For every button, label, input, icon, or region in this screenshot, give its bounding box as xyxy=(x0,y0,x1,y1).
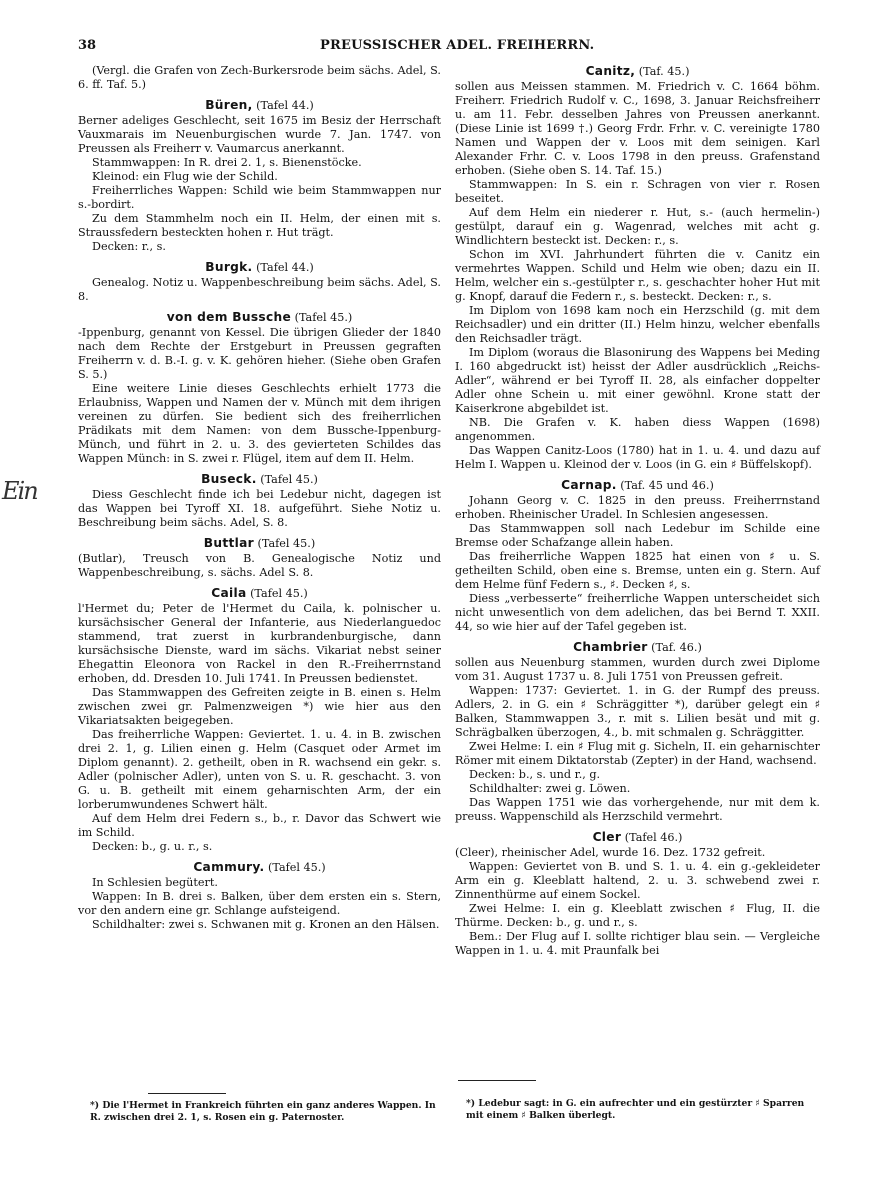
paragraph: Im Diplom von 1698 kam noch ein Herzschild (g. mit dem Reichsadler) und ein dritter (II.) Helm hinzu, welcher ebenfalls den Reichsadler trägt. xyxy=(455,304,820,345)
running-header: PREUSSISCHER ADEL. FREIHERRN. xyxy=(320,38,595,53)
entry-name: Buseck. xyxy=(201,472,257,486)
paragraph: Im Diplom (woraus die Blasonirung des Wappens bei Meding I. 160 abgedruckt ist) heisst der Adler ausdrücklich „Reichs-Adler“, während er bei Tyroff II. 28, als einfacher doppelter Adler ohne Schein u. mit einer gewöhnl. Krone statt der Kaiserkrone abgebildet ist. xyxy=(455,346,820,415)
paragraph: Das Wappen 1751 wie das vorhergehende, nur mit dem k. preuss. Wappenschild als Herzschild vermehrt. xyxy=(455,796,820,823)
plate-ref: (Tafel 45.) xyxy=(250,587,308,600)
paragraph: Auf dem Helm ein niederer r. Hut, s.- (auch hermelin-) gestülpt, darauf ein g. Wagenrad, welches mit acht g. Windlichtern besteckt ist. Decken: r., s. xyxy=(455,206,820,247)
footnote-right: *) Ledebur sagt: in G. ein aufrechter und ein gestürzter ♯ Sparren mit einem ♯ Balken überlegt. xyxy=(466,1098,805,1121)
entry-name: Buttlar xyxy=(203,536,254,550)
paragraph: In Schlesien begütert. xyxy=(92,876,218,889)
paragraph: l'Hermet du; Peter de l'Hermet du Caila, k. polnischer u. kursächsischer General der Infanterie, aus Niederlanguedoc stammend, trat zuerst in kurbrandenburgische, dann kursächsische Dienste, ward im sächs. Vikariat nebst seiner Ehegattin Eleonora von Rackel in den R.-Freiherrnstand erhoben, dd. Dresden 10. Juli 1741. In Preussen bedienstet. xyxy=(78,602,441,685)
paragraph: Diess Geschlecht finde ich bei Ledebur nicht, dagegen ist das Wappen bei Tyroff XI. 18. aufgeführt. Siehe Notiz u. Beschreibung beim sächs. Adel, S. 8. xyxy=(78,488,441,529)
entry-heading-buttlar xyxy=(78,536,441,551)
paragraph: Zu dem Stammhelm noch ein II. Helm, der einen mit s. Straussfedern besteckten hohen r. Hut trägt. xyxy=(78,212,441,239)
plate-ref: (Tafel 45.) xyxy=(257,537,316,550)
paragraph: sollen aus Neuenburg stammen, wurden durch zwei Diplome vom 31. August 1737 u. 8. Juli 1751 von Preussen gefreit. xyxy=(455,656,820,683)
paragraph: Das Stammwappen des Gefreiten zeigte in B. einen s. Helm zwischen zwei gr. Palmenzweigen *) wie hier aus den Vikariatsakten beigegeben. xyxy=(78,686,441,727)
paragraph: sollen aus Meissen stammen. M. Friedrich v. C. 1664 böhm. Freiherr. Friedrich Rudolf v. C., 1698, 3. Januar Reichsfreiherr u. am 11. Febr. desselben Jahres von Preussen anerkannt. (Diese Linie ist 1699 †.) Georg Frdr. Frhr. v. C. vereinigte 1780 Namen und Wappen der v. Loos mit dem seinigen. Karl Alexander Frhr. C. v. Loos 1798 in den preuss. Grafenstand erhoben. (Siehe oben S. 14. Taf. 15.) xyxy=(455,80,820,177)
plate-ref: (Taf. 45 und 46.) xyxy=(620,479,714,492)
entry-heading-caila xyxy=(78,586,441,601)
margin-handwriting: Ein xyxy=(2,477,37,505)
paragraph: Freiherrliches Wappen: Schild wie beim Stammwappen nur s.-bordirt. xyxy=(78,184,441,211)
plate-ref: (Tafel 44.) xyxy=(256,99,314,112)
paragraph: (Cleer), rheinischer Adel, wurde 16. Dez. 1732 gefreit. xyxy=(455,846,766,859)
footnote-rule xyxy=(148,1093,226,1094)
plate-ref: (Taf. 46.) xyxy=(651,641,702,654)
paragraph: Schildhalter: zwei g. Löwen. xyxy=(469,782,631,795)
page-number: 38 xyxy=(78,38,97,53)
paragraph: Stammwappen: In R. drei 2. 1, s. Bienenstöcke. xyxy=(92,156,362,169)
paragraph: Bem.: Der Flug auf I. sollte richtiger blau sein. — Vergleiche Wappen in 1. u. 4. mit Praunfalk bei xyxy=(455,930,820,957)
plate-ref: (Tafel 45.) xyxy=(294,311,353,324)
paragraph: Wappen: 1737: Geviertet. 1. in G. der Rumpf des preuss. Adlers, 2. in G. ein ♯ Schräggitter *), darüber gelegt ein ♯ Balken, Stammwappen 3., r. mit s. Lilien besät und mit g. Schrägbalken überzogen, 4., b. mit schmalen g. Schräggitter. xyxy=(455,684,820,739)
right-column xyxy=(455,64,820,958)
plate-ref: (Tafel 45.) xyxy=(267,861,326,874)
paragraph: Berner adeliges Geschlecht, seit 1675 im Besiz der Herrschaft Vauxmarais im Neuenburgischen wurde 7. Jan. 1747. von Preussen als Freiherr v. Vaumarcus anerkannt. xyxy=(78,114,441,155)
paragraph: Decken: r., s. xyxy=(92,240,166,253)
paragraph: Eine weitere Linie dieses Geschlechts erhielt 1773 die Erlaubniss, Wappen und Namen der v. Münch mit dem ihrigen vereinen zu dürfen. Sie bedient sich des freiherrlichen Prädikats mit dem Namen: von dem Bussche-Ippenburg-Münch, und führt in 2. u. 3. des gevierteten Schildes das Wappen Münch: in S. zwei r. Flügel, item auf dem II. Helm. xyxy=(78,382,441,465)
entry-heading-bussche xyxy=(78,310,441,325)
entry-heading-bueren xyxy=(78,98,441,113)
paragraph: Decken: b., s. und r., g. xyxy=(469,768,601,781)
paragraph: Schildhalter: zwei s. Schwanen mit g. Kronen an den Hälsen. xyxy=(92,918,440,931)
plate-ref: (Taf. 45.) xyxy=(638,65,690,78)
paragraph: (Butlar), Treusch von B. Genealogische Notiz und Wappenbeschreibung, s. sächs. Adel S. 8. xyxy=(78,552,441,579)
entry-heading-buseck xyxy=(78,472,441,487)
entry-heading-carnap xyxy=(455,478,820,493)
paragraph: Wappen: Geviertet von B. und S. 1. u. 4. ein g.-gekleideter Arm ein g. Kleeblatt haltend, 2. u. 3. schwebend zwei r. Zinnenthürme auf einem Sockel. xyxy=(455,860,820,901)
paragraph: Das Stammwappen soll nach Ledebur im Schilde eine Bremse oder Schafzange allein haben. xyxy=(455,522,820,549)
paragraph: Das freiherrliche Wappen: Geviertet. 1. u. 4. in B. zwischen drei 2. 1, g. Lilien einen g. Helm (Casquet oder Armet im Diplom genannt). 2. getheilt, oben in R. wachsend ein gekr. s. Adler (polnischer Adler), unten von S. u. R. geschacht. 3. von G. u. B. getheilt mit einem geharnischten Arm, der ein lorberumwundenes Schwert hält. xyxy=(78,728,441,811)
paragraph: Decken: b., g. u. r., s. xyxy=(92,840,213,853)
footnote-left: *) Die l'Hermet in Frankreich führten ein ganz anderes Wappen. In R. zwischen drei 2. 1, s. Rosen ein g. Paternoster. xyxy=(90,1100,436,1123)
paragraph: Diess „verbesserte“ freiherrliche Wappen unterscheidet sich nicht unwesentlich von dem adelichen, das bei Bernd T. XXII. 44, so wie hier auf der Tafel gegeben ist. xyxy=(455,592,820,633)
paragraph: NB. Die Grafen v. K. haben diess Wappen (1698) angenommen. xyxy=(455,416,820,443)
plate-ref: (Tafel 46.) xyxy=(624,831,683,844)
entry-name: Burgk. xyxy=(205,260,253,274)
paragraph: Zwei Helme: I. ein ♯ Flug mit g. Sicheln, II. ein geharnischter Römer mit einem Diktatorstab (Zepter) in der Hand, wachsend. xyxy=(455,740,820,767)
paragraph: Schon im XVI. Jahrhundert führten die v. Canitz ein vermehrtes Wappen. Schild und Helm wie oben; dazu ein II. Helm, welcher ein s.-gestülpter r., s. geschachter hoher Hut mit g. Knopf, darauf die Federn r., s. besteckt. Decken: r., s. xyxy=(455,248,820,303)
entry-name: von dem Bussche xyxy=(166,310,292,324)
paragraph: (Vergl. die Grafen von Zech-Burkersrode beim sächs. Adel, S. 6. ff. Taf. 5.) xyxy=(78,64,441,91)
entry-name: Canitz, xyxy=(585,64,636,78)
entry-heading-burgk xyxy=(78,260,441,275)
footnote-rule xyxy=(458,1080,536,1081)
plate-ref: (Tafel 45.) xyxy=(260,473,318,486)
paragraph: Das Wappen Canitz-Loos (1780) hat in 1. u. 4. und dazu auf Helm I. Wappen u. Kleinod der v. Loos (in G. ein ♯ Büffelskopf). xyxy=(455,444,820,471)
entry-heading-canitz xyxy=(455,64,820,79)
entry-name: Cammury. xyxy=(193,860,265,874)
paragraph: Stammwappen: In S. ein r. Schragen von vier r. Rosen beseitet. xyxy=(455,178,820,205)
entry-name: Cler xyxy=(592,830,622,844)
entry-heading-cler xyxy=(455,830,820,845)
paragraph: Auf dem Helm drei Federn s., b., r. Davor das Schwert wie im Schild. xyxy=(78,812,441,839)
paragraph: Johann Georg v. C. 1825 in den preuss. Freiherrnstand erhoben. Rheinischer Uradel. In Schlesien angesessen. xyxy=(455,494,820,521)
entry-name: Chambrier xyxy=(573,640,648,654)
entry-heading-cammury xyxy=(78,860,441,875)
paragraph: Genealog. Notiz u. Wappenbeschreibung beim sächs. Adel, S. 8. xyxy=(78,276,441,303)
entry-name: Carnap. xyxy=(561,478,617,492)
paragraph: Kleinod: ein Flug wie der Schild. xyxy=(92,170,278,183)
entry-name: Caila xyxy=(211,586,247,600)
entry-name: Büren, xyxy=(205,98,253,112)
plate-ref: (Tafel 44.) xyxy=(256,261,314,274)
paragraph: Wappen: In B. drei s. Balken, über dem ersten ein s. Stern, vor den andern eine gr. Schlange aufsteigend. xyxy=(78,890,441,917)
left-column xyxy=(78,64,441,932)
paragraph: -Ippenburg, genannt von Kessel. Die übrigen Glieder der 1840 nach dem Rechte der Erstgeburt in Preussen gegraften Freiherrn v. d. B.-I. g. v. K. gehören hieher. (Siehe oben Grafen S. 5.) xyxy=(78,326,441,381)
entry-heading-chambrier xyxy=(455,640,820,655)
paragraph: Zwei Helme: I. ein g. Kleeblatt zwischen ♯ Flug, II. die Thürme. Decken: b., g. und r., s. xyxy=(455,902,820,929)
paragraph: Das freiherrliche Wappen 1825 hat einen von ♯ u. S. getheilten Schild, oben eine s. Bremse, unten ein g. Stern. Auf dem Helme fünf Federn s., ♯. Decken ♯, s. xyxy=(455,550,820,591)
